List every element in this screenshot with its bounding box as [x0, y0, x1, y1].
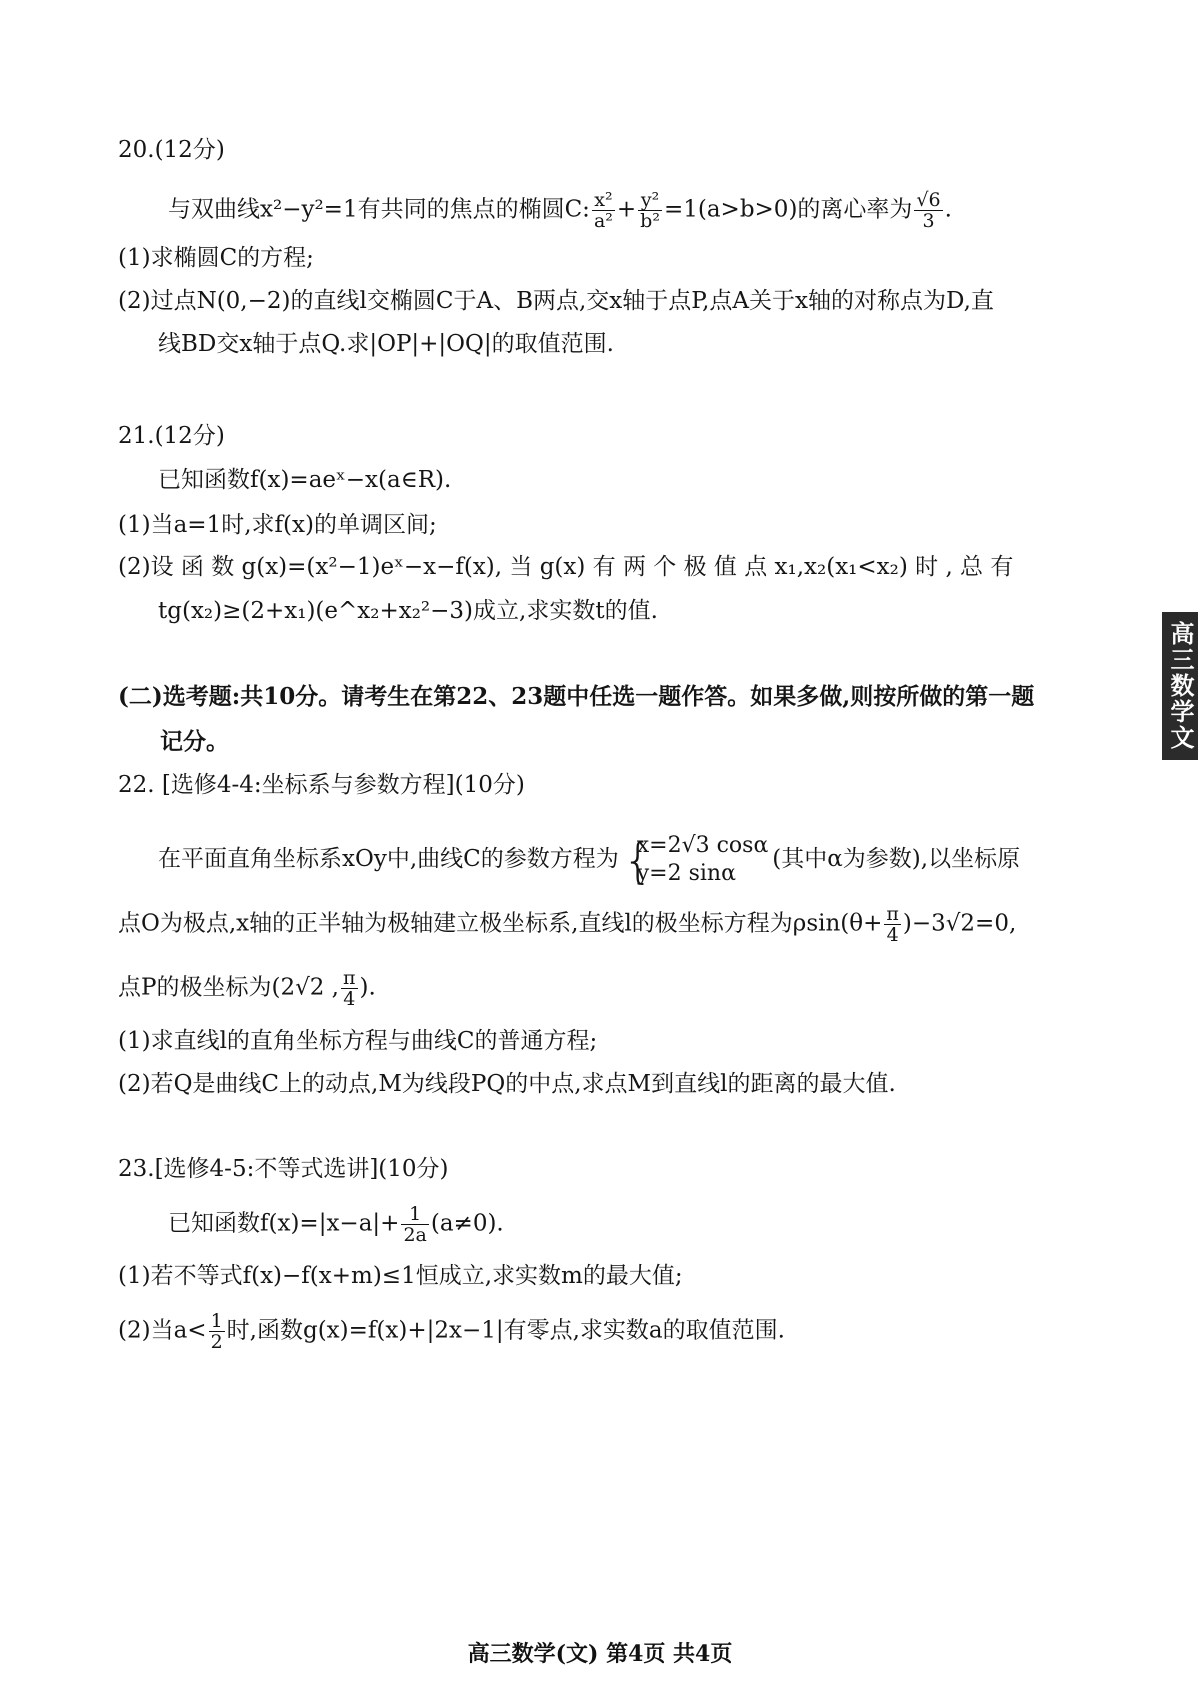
elective-instructions-line2: 记分。 — [160, 728, 229, 755]
q20-part1: (1)求椭圆C的方程; — [118, 245, 314, 271]
q23-part2 — [118, 1311, 785, 1352]
q23-frac-den: 2a — [403, 1224, 427, 1246]
q22-pi-frac — [884, 904, 901, 945]
q20-header: 20.(12分) — [118, 137, 225, 163]
q20-frac-ecc-den: 3 — [922, 210, 935, 232]
q23-stem-suffix: (a≠0). — [430, 1210, 504, 1237]
q20-frac-ecc-num: √6 — [916, 189, 941, 211]
q22-pi-frac-2 — [341, 968, 358, 1009]
q21-header: 21.(12分) — [118, 423, 225, 449]
q20-part2-line1: (2)过点N(0,−2)的直线l交椭圆C于A、B两点,交x轴于点P,点A关于x轴的对称点为D,直 — [118, 288, 994, 314]
q22-stem — [158, 832, 1020, 888]
q22-line2-prefix: 点O为极点,x轴的正半轴为极轴建立极坐标系,直线l的极坐标方程为ρsin(θ+ — [118, 910, 883, 937]
q20-frac-ecc — [914, 190, 942, 231]
q20-stem — [168, 190, 952, 231]
q20-frac-x — [592, 190, 615, 231]
q20-stem-end: . — [944, 196, 952, 223]
q21-part2-line2: tg(x₂)≥(2+x₁)(e^x₂+x₂²−3)成立,求实数t的值. — [158, 598, 658, 624]
side-subject-tab: 高三数学文 — [1162, 612, 1198, 760]
q22-eq-y: y=2 sinα — [636, 861, 736, 886]
q22-stem-suffix: (其中α为参数),以坐标原 — [772, 846, 1021, 872]
q22-stem-prefix: 在平面直角坐标系xOy中,曲线C的参数方程为 — [158, 846, 619, 872]
elective-instructions-line1: (二)选考题:共10分。请考生在第22、23题中任选一题作答。如果多做,则按所做的第一题 — [118, 683, 1035, 710]
q23-half-frac — [209, 1311, 225, 1352]
q22-brace: { — [622, 833, 654, 889]
q23-header: 23.[选修4-5:不等式选讲](10分) — [118, 1156, 449, 1182]
q22-line2 — [118, 904, 1016, 945]
q20-frac-x-den: a² — [593, 210, 613, 232]
q23-stem-prefix: 已知函数f(x)=|x−a|+ — [168, 1210, 400, 1237]
q22-line3 — [118, 968, 376, 1009]
q23-half-frac-num: 1 — [210, 1310, 223, 1332]
q22-part2: (2)若Q是曲线C上的动点,M为线段PQ的中点,求点M到直线l的距离的最大值. — [118, 1071, 896, 1097]
q20-stem-prefix: 与双曲线x²−y²=1有共同的焦点的椭圆C: — [168, 196, 590, 223]
q22-part1: (1)求直线l的直角坐标方程与曲线C的普通方程; — [118, 1028, 598, 1054]
q20-frac-y — [638, 190, 662, 231]
q20-part2-line2: 线BD交x轴于点Q.求|OP|+|OQ|的取值范围. — [158, 331, 614, 357]
q22-header: 22. [选修4-4:坐标系与参数方程](10分) — [118, 772, 525, 798]
q22-pi-frac-num: π — [886, 903, 899, 925]
q21-part1: (1)当a=1时,求f(x)的单调区间; — [118, 512, 437, 538]
q23-frac-num: 1 — [401, 1204, 428, 1225]
q23-part2-suffix: 时,函数g(x)=f(x)+|2x−1|有零点,求实数a的取值范围. — [226, 1317, 785, 1344]
q20-frac-y-den: b² — [640, 210, 660, 232]
q22-line2-suffix: )−3√2=0, — [902, 910, 1017, 937]
q22-pi-frac-den: 4 — [886, 924, 899, 946]
page-footer: 高三数学(文) 第4页 共4页 — [467, 1641, 733, 1667]
q22-pi-frac-2-den: 4 — [343, 988, 356, 1010]
q20-frac-x-num: x² — [592, 190, 615, 211]
q20-plus: + — [616, 196, 637, 223]
q22-pi-frac-2-num: π — [343, 967, 356, 989]
q20-stem-mid: =1(a>b>0)的离心率为 — [663, 196, 913, 223]
q22-line3-prefix: 点P的极坐标为(2√2 , — [118, 974, 339, 1001]
q21-stem: 已知函数f(x)=aeˣ−x(a∈R). — [158, 467, 452, 493]
q22-eq-x: x=2√3 cosα — [636, 833, 769, 858]
q22-parametric-system — [623, 832, 769, 888]
q23-half-frac-den: 2 — [210, 1331, 223, 1353]
q23-frac — [401, 1204, 428, 1245]
q21-part2-line1: (2)设 函 数 g(x)=(x²−1)eˣ−x−f(x), 当 g(x) 有 两 个 极 值 点 x₁,x₂(x₁<x₂) 时 , 总 有 — [118, 554, 1014, 580]
q22-line3-suffix: ). — [359, 974, 376, 1001]
q23-stem — [168, 1204, 504, 1245]
q23-part2-prefix: (2)当a< — [118, 1317, 207, 1344]
q23-part1: (1)若不等式f(x)−f(x+m)≤1恒成立,求实数m的最大值; — [118, 1263, 683, 1289]
q20-frac-y-num: y² — [638, 190, 662, 211]
